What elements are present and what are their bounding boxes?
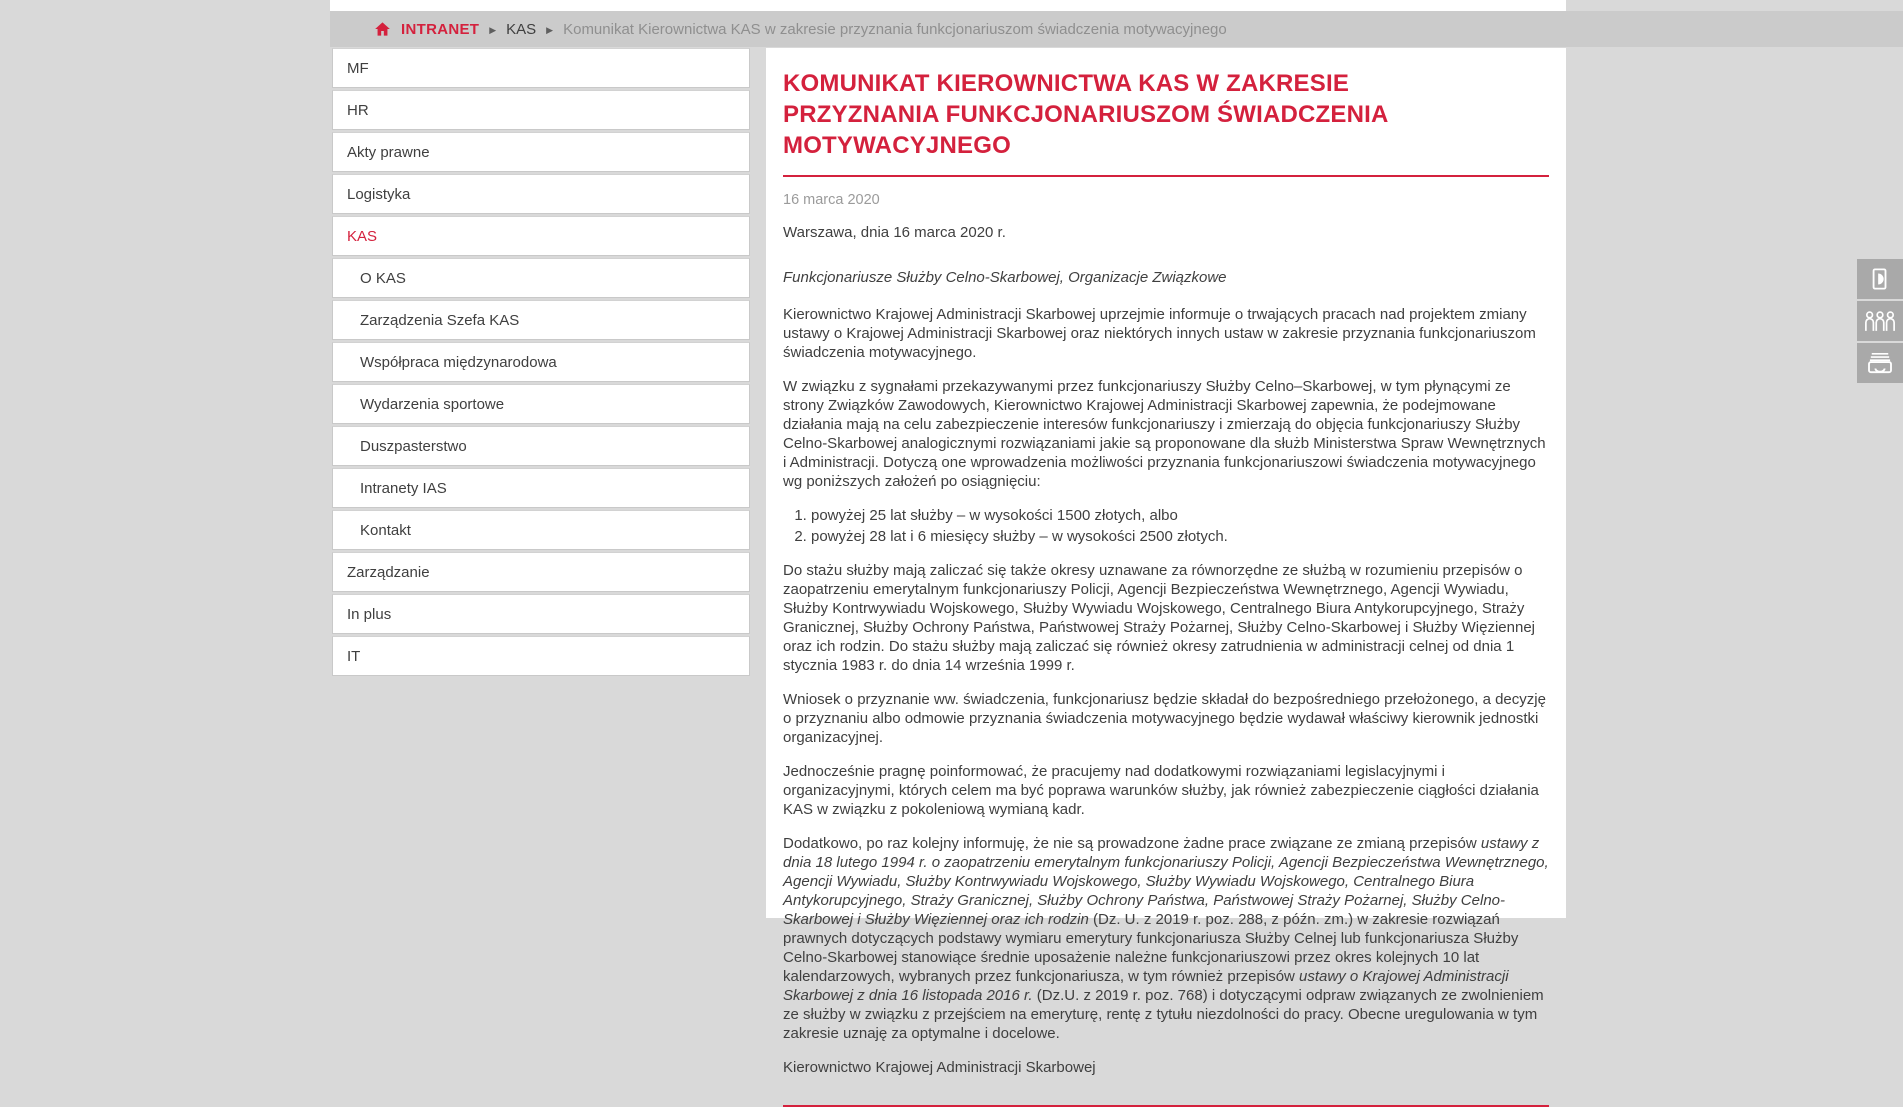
home-icon[interactable] xyxy=(374,21,391,37)
breadcrumb-items xyxy=(401,21,1227,38)
sidebar-item-wydarzenia-sportowe[interactable] xyxy=(332,384,750,424)
sidebar-item-label: IT xyxy=(347,647,361,665)
page-contrast-button[interactable] xyxy=(1857,259,1903,299)
sidebar-item-label: O KAS xyxy=(360,269,406,287)
breadcrumb xyxy=(330,11,1903,47)
article-paragraph: Do stażu służby mają zaliczać się także okresy uznawane za równorzędne ze służbą w rozumieniu przepisów o zaopatrzeniu emerytalnym funkcjonariuszy Policji, Agencji Bezpieczeństwa Wewnętrznego, Agencji Wywiadu, Służby Kontrwywiadu Wojskowego, Służby Wywiadu Wojskowego, Centralnego Biura Antykorupcyjnego, Straży Granicznej, Służby Ochrony Państwa, Państwowej Straży Pożarnej, Służby Celno-Skarbowej i Służby Więziennej oraz ich rodzin. Do stażu służby mają zaliczać się również okresy zatrudnienia w administracji celnej od dnia 1 stycznia 1983 r. do dnia 14 września 1999 r. xyxy=(783,562,1535,674)
sidebar-item-hr[interactable] xyxy=(332,90,750,130)
breadcrumb-item-komunikat-kierownictwa-kas-w-z: Komunikat Kierownictwa KAS w zakresie przyznania funkcjonariuszom świadczenia motywacyjnego xyxy=(563,20,1227,38)
breadcrumb-item-intranet[interactable]: INTRANET xyxy=(401,20,480,38)
article-body xyxy=(783,223,1549,1077)
sidebar-item-duszpasterstwo[interactable] xyxy=(332,426,750,466)
side-tools xyxy=(1857,259,1903,385)
article-date: 16 marca 2020 xyxy=(783,192,880,208)
sidebar-item-label: Zarządzenia Szefa KAS xyxy=(360,311,520,329)
article-paragraph: Dodatkowo, po raz kolejny informuję, że nie są prowadzone żadne prace związane ze zmianą przepisów ustawy z dnia 18 lutego 1994 r. o zaopatrzeniu emerytalnym funkcjonariuszy Policji, Agencji Bezpieczeństwa Wewnętrznego, Agencji Wywiadu, Służby Kontrwywiadu Wojskowego, Służby Wywiadu Wojskowego, Centralnego Biura Antykorupcyjnego, Straży Granicznej, Służby Ochrony Państwa, Państwowej Straży Pożarnej, Służby Celno-Skarbowej i Służby Więziennej oraz ich rodzin (Dz. U. z 2019 r. poz. 288, z późn. zm.) w zakresie rozwiązań prawnych dotyczących podstawy wymiaru emerytury funkcjonariusza Służby Celnej lub funkcjonariusza Służby Celno-Skarbowej stanowiące średnie uposażenie należne funkcjonariuszowi przez okres kolejnych 10 lat kalendarzowych, wybranych przez funkcjonariusza, w tym również przepisów ustawy o Krajowej Administracji Skarbowej z dnia 16 listopada 2016 r. (Dz.U. z 2019 r. poz. 768) i dotyczącymi odpraw związanych ze zwolnieniem ze służby w związku z przejściem na emeryturę, rentę z tytułu niezdolności do pracy. Obecne uregulowania w tym zakresie uznaję za optymalne i docelowe. xyxy=(783,835,1549,1042)
sidebar-item-logistyka[interactable] xyxy=(332,174,750,214)
sidebar-item-akty-prawne[interactable] xyxy=(332,132,750,172)
article-paragraph: Kierownictwo Krajowej Administracji Skarbowej uprzejmie informuje o trwających pracach nad projektem zmiany ustawy o Krajowej Administracji Skarbowej oraz niektórych innych ustaw w zakresie przyznania funkcjonariuszom świadczenia motywacyjnego. xyxy=(783,306,1536,361)
breadcrumb-separator-icon: ▶ xyxy=(546,24,554,35)
sidebar-item-label: Akty prawne xyxy=(347,143,430,161)
sidebar-item-o-kas[interactable] xyxy=(332,258,750,298)
sidebar-menu xyxy=(332,48,750,678)
article-list-item: 1. powyżej 25 lat służby – w wysokości 1500 złotych, albo xyxy=(811,506,1549,525)
sidebar-item-zarządzanie[interactable] xyxy=(332,552,750,592)
group-icon xyxy=(1864,310,1896,333)
sidebar-item-label: Współpraca międzynarodowa xyxy=(360,353,557,371)
sidebar-item-in-plus[interactable] xyxy=(332,594,750,634)
article-paragraph: Funkcjonariusze Służby Celno-Skarbowej, Organizacje Związkowe xyxy=(783,269,1227,286)
sidebar-item-intranety-ias[interactable] xyxy=(332,468,750,508)
article-paragraph: Wniosek o przyznanie ww. świadczenia, funkcjonariusz będzie składał do bezpośredniego przełożonego, a decyzję o przyznaniu albo odmowie przyznania świadczenia motywacyjnego będzie wydawał właściwy kierownik jednostki organizacyjnej. xyxy=(783,691,1546,746)
breadcrumb-separator-icon: ▶ xyxy=(489,24,497,35)
sidebar-item-label: Intranety IAS xyxy=(360,479,447,497)
breadcrumb-item-kas[interactable]: KAS xyxy=(506,20,537,38)
sidebar-item-label: Logistyka xyxy=(347,185,411,203)
sidebar-item-label: Wydarzenia sportowe xyxy=(360,395,505,413)
article-paragraph: W związku z sygnałami przekazywanymi przez funkcjonariuszy Służby Celno–Skarbowej, w tym płynącymi ze strony Związków Zawodowych, Kierownictwo Krajowej Administracji Skarbowej zapewnia, że podejmowane działania mają na celu zabezpieczenie interesów funkcjonariuszy i zmierzają do objęcia funkcjonariuszy Służby Celno-Skarbowej analogicznymi rozwiązaniami jakie są proponowane dla służb Ministerstwa Spraw Wewnętrznych i Administracji. Dotyczą one wprowadzenia możliwości przyznania funkcjonariuszowi świadczenia motywacyjnego wg poniższych założeń po osiągnięciu: xyxy=(783,378,1546,490)
article-paragraph: Jednocześnie pragnę poinformować, że pracujemy nad dodatkowymi rozwiązaniami legislacyjnymi i organizacyjnymi, których celem ma być poprawa warunków służby, jak również zabezpieczenie ciągłości działania KAS w związku z pokoleniową wymianą kadr. xyxy=(783,763,1539,818)
article-paragraph: Kierownictwo Krajowej Administracji Skarbowej xyxy=(783,1059,1096,1076)
sidebar-item-mf[interactable] xyxy=(332,48,750,88)
article-paragraph: Warszawa, dnia 16 marca 2020 r. xyxy=(783,224,1006,241)
article-list-item: 2. powyżej 28 lat i 6 miesięcy służby – w wysokości 2500 złotych. xyxy=(811,527,1549,546)
sidebar-item-label: Zarządzanie xyxy=(347,563,430,581)
top-strip xyxy=(330,0,1566,11)
print-button[interactable] xyxy=(1857,343,1903,383)
sidebar-item-współpraca-międzynarodowa[interactable] xyxy=(332,342,750,382)
sidebar-item-zarządzenia-szefa-kas[interactable] xyxy=(332,300,750,340)
printer-icon xyxy=(1867,352,1893,374)
sidebar-item-label: HR xyxy=(347,101,369,119)
sidebar-item-label: In plus xyxy=(347,605,392,623)
sidebar-item-it[interactable] xyxy=(332,636,750,676)
article-panel xyxy=(766,48,1566,1076)
sidebar-item-label: Kontakt xyxy=(360,521,411,539)
sidebar-item-kas[interactable] xyxy=(332,216,750,256)
article-list xyxy=(783,506,1549,546)
group-button[interactable] xyxy=(1857,301,1903,341)
sidebar-item-label: KAS xyxy=(347,227,378,245)
sidebar-item-label: Duszpasterstwo xyxy=(360,437,467,455)
title-divider xyxy=(783,175,1549,177)
sidebar-item-label: MF xyxy=(347,59,369,77)
page-title: KOMUNIKAT KIEROWNICTWA KAS W ZAKRESIE PRZYZNANIA FUNKCJONARIUSZOM ŚWIADCZENIA MOTYWACYJNEGO xyxy=(783,70,1388,159)
page-contrast-icon xyxy=(1869,267,1891,291)
sidebar-item-kontakt[interactable] xyxy=(332,510,750,550)
